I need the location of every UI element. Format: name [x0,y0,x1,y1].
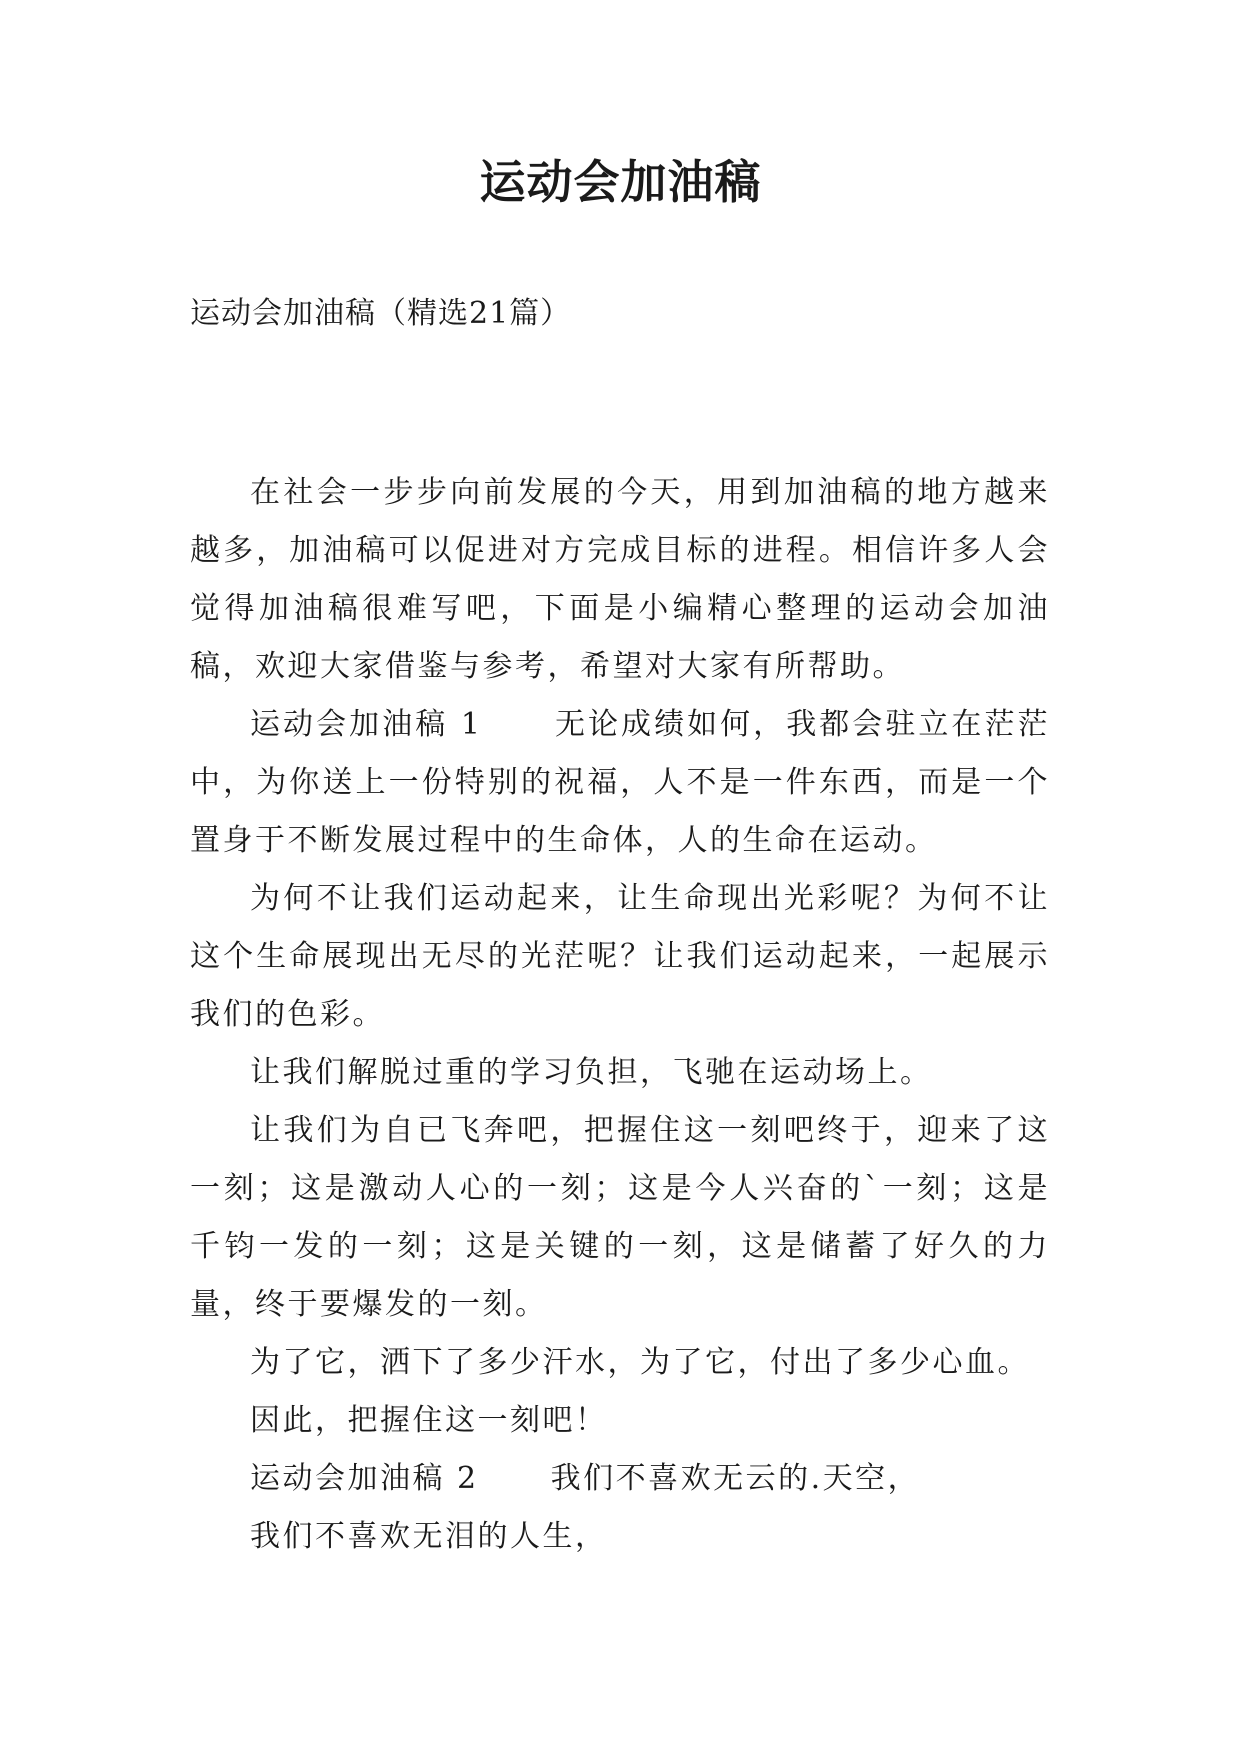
document-body [190,464,1050,1566]
section-1-lead: 无论成绩如何，我都会驻立在茫茫中，为你送上一份特别的祝福，人不是一件东西，而是一个置身于不断发展过程中的生命体，人的生命在运动。 [190,707,1051,858]
body-paragraph: 让我们解脱过重的学习负担，飞驰在运动场上。 [250,1055,933,1090]
body-paragraph: 让我们为自已飞奔吧，把握住这一刻吧终于，迎来了这一刻；这是激动人心的一刻；这是今人兴奋的`一刻；这是千钧一发的一刻；这是关键的一刻，这是储蓄了好久的力量，终于要爆发的一刻。 [190,1113,1050,1322]
intro-paragraph: 在社会一步步向前发展的今天，用到加油稿的地方越来越多，加油稿可以促进对方完成目标的进程。相信许多人会觉得加油稿很难写吧，下面是小编精心整理的运动会加油稿，欢迎大家借鉴与参考，希望对大家有所帮助。 [190,475,1050,684]
section-2 [190,1450,1050,1508]
section-1-heading: 运动会加油稿 1 [250,707,483,742]
body-paragraph: 为何不让我们运动起来，让生命现出光彩呢？为何不让这个生命展现出无尽的光茫呢？让我们运动起来，一起展示我们的色彩。 [190,881,1050,1032]
document-subtitle: 运动会加油稿（精选21篇） [190,296,572,331]
body-paragraph: 因此，把握住这一刻吧！ [250,1403,608,1438]
closing-paragraph: 我们不喜欢无泪的人生， [250,1519,608,1554]
body-paragraph: 为了它，洒下了多少汗水，为了它，付出了多少心血。 [250,1345,1030,1380]
section-2-heading: 运动会加油稿 2 [250,1461,479,1496]
section-1 [190,696,1050,870]
page-title: 运动会加油稿 [479,155,762,209]
section-2-lead: 我们不喜欢无云的.天空， [550,1461,921,1496]
